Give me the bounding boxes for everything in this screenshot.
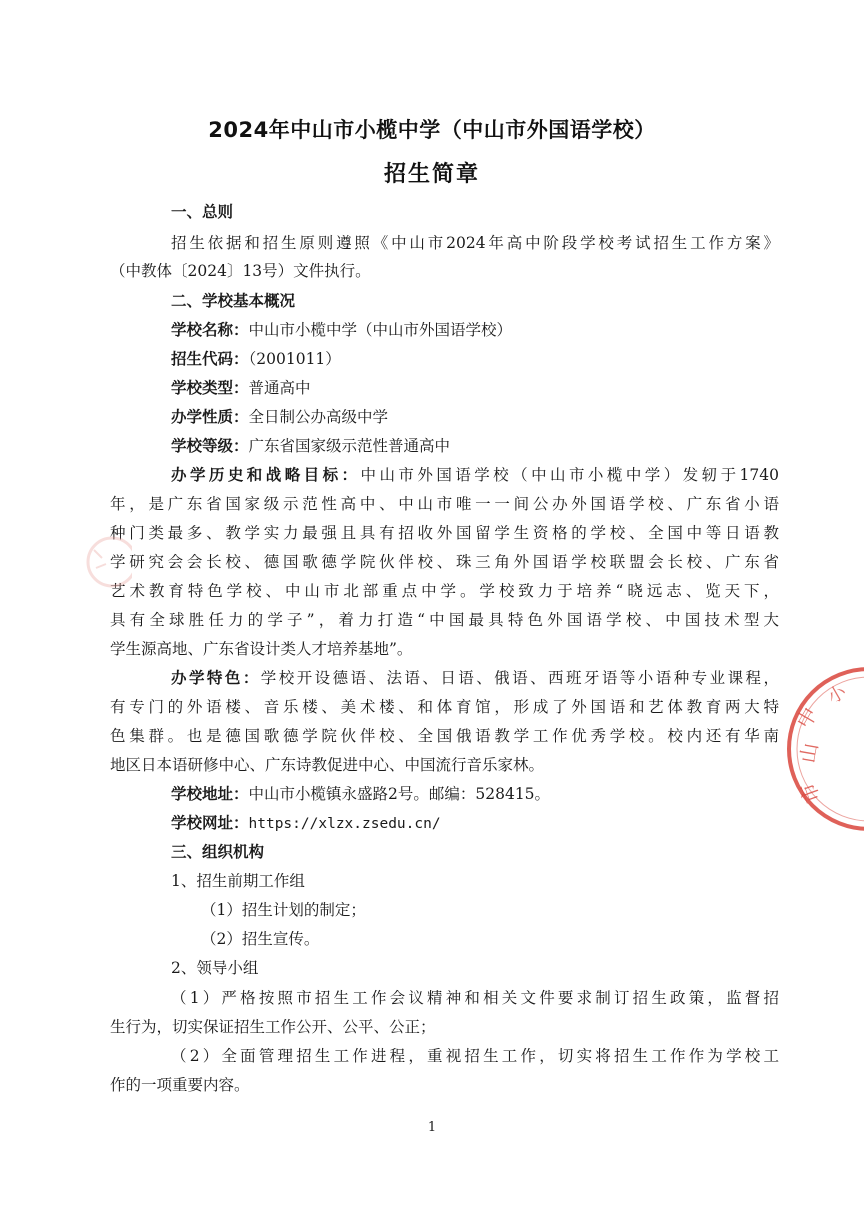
paragraph-line: 有专门的外语楼、音乐楼、美术楼、和体育馆，形成了外国语和艺体教育两大特 xyxy=(110,698,779,716)
school-type-row xyxy=(171,378,311,398)
school-nature-value: 全日制公办高级中学 xyxy=(248,408,389,426)
paragraph-line: 年，是广东省国家级示范性高中、中山市唯一一间公办外国语学校、广东省小语 xyxy=(110,495,779,513)
svg-text:山: 山 xyxy=(795,741,823,765)
school-grade-row xyxy=(171,436,450,456)
paragraph-line: 种门类最多、教学实力最强且具有招收外国留学生资格的学校、全国中等日语教 xyxy=(110,524,779,542)
faint-stamp-mark xyxy=(72,532,132,592)
school-nature-row xyxy=(171,407,388,427)
subheading-leadership-group: 2、领导小组 xyxy=(171,959,259,977)
address-label: 学校地址： xyxy=(171,785,249,803)
list-item: （1）严格按照市招生工作会议精神和相关文件要求制订招生政策，监督招 xyxy=(171,989,779,1007)
feature-label: 办学特色： xyxy=(171,669,261,687)
school-code-label: 招生代码： xyxy=(171,350,249,368)
svg-text:中: 中 xyxy=(791,703,823,733)
official-seal-stamp xyxy=(784,664,864,834)
paragraph-line: 具有全球胜任力的学子”，着力打造“中国最具特色外国语学校、中国技术型大 xyxy=(110,611,779,629)
list-item: （2）招生宣传。 xyxy=(201,930,320,948)
address-row xyxy=(171,784,550,804)
list-item: （2）全面管理招生工作进程，重视招生工作，切实将招生工作作为学校工 xyxy=(171,1047,779,1065)
paragraph-line: 学生源高地、广东省设计类人才培养基地”。 xyxy=(110,640,413,658)
school-grade-value: 广东省国家级示范性普通高中 xyxy=(248,437,451,455)
list-item: （1）招生计划的制定； xyxy=(201,901,366,919)
school-nature-label: 办学性质： xyxy=(171,408,249,426)
section-heading-organization: 三、组织机构 xyxy=(171,843,265,861)
svg-text:市: 市 xyxy=(795,779,825,807)
paragraph-line: 地区日本语研修中心、广东诗教促进中心、中国流行音乐家林。 xyxy=(110,756,545,774)
school-type-value: 普通高中 xyxy=(248,379,311,397)
subheading-prep-group: 1、招生前期工作组 xyxy=(171,872,305,890)
paragraph-line: 学研究会会长校、德国歌德学院伙伴校、珠三角外国语学校联盟会长校、广东省 xyxy=(110,553,779,571)
school-name-value: 中山市小榄中学（中山市外国语学校） xyxy=(248,321,513,339)
document-subtitle: 招生简章 xyxy=(383,162,480,187)
school-name-label: 学校名称： xyxy=(171,321,249,339)
school-code-row xyxy=(171,349,341,369)
website-link[interactable]: https://xlzx.zsedu.cn/ xyxy=(248,816,441,832)
address-value: 中山市小榄镇永盛路2号。邮编：528415。 xyxy=(248,785,551,803)
website-label: 学校网址： xyxy=(171,814,249,832)
section-heading-overview: 二、学校基本概况 xyxy=(171,292,296,310)
school-type-label: 学校类型： xyxy=(171,379,249,397)
feature-text: 学校开设德语、法语、日语、俄语、西班牙语等小语种专业课程， xyxy=(260,669,779,687)
document-title: 2024年中山市小榄中学（中山市外国语学校） xyxy=(208,118,656,142)
website-row xyxy=(171,813,441,834)
paragraph-line: （中教体〔2024〕13号）文件执行。 xyxy=(110,262,371,280)
history-label: 办学历史和战略目标： xyxy=(171,466,361,484)
feature-row xyxy=(171,668,779,688)
paragraph-line: 艺术教育特色学校、中山市北部重点中学。学校致力于培养“晓远志、览天下， xyxy=(110,582,779,600)
school-code-value: （2001011） xyxy=(248,350,341,368)
svg-text:小: 小 xyxy=(824,681,851,709)
page-number: 1 xyxy=(427,1120,437,1135)
history-row xyxy=(171,465,779,485)
paragraph-line: 色集群。也是德国歌德学院伙伴校、全国俄语教学工作优秀学校。校内还有华南 xyxy=(110,727,779,745)
school-name-row xyxy=(171,320,512,340)
paragraph-line: 招生依据和招生原则遵照《中山市2024年高中阶段学校考试招生工作方案》 xyxy=(171,234,779,252)
school-grade-label: 学校等级： xyxy=(171,437,249,455)
section-heading-general: 一、总则 xyxy=(171,203,234,221)
paragraph-line: 生行为，切实保证招生工作公开、公平、公正； xyxy=(110,1018,436,1036)
paragraph-line: 作的一项重要内容。 xyxy=(110,1076,250,1094)
history-text: 中山市外国语学校（中山市小榄中学）发轫于1740 xyxy=(360,466,779,484)
